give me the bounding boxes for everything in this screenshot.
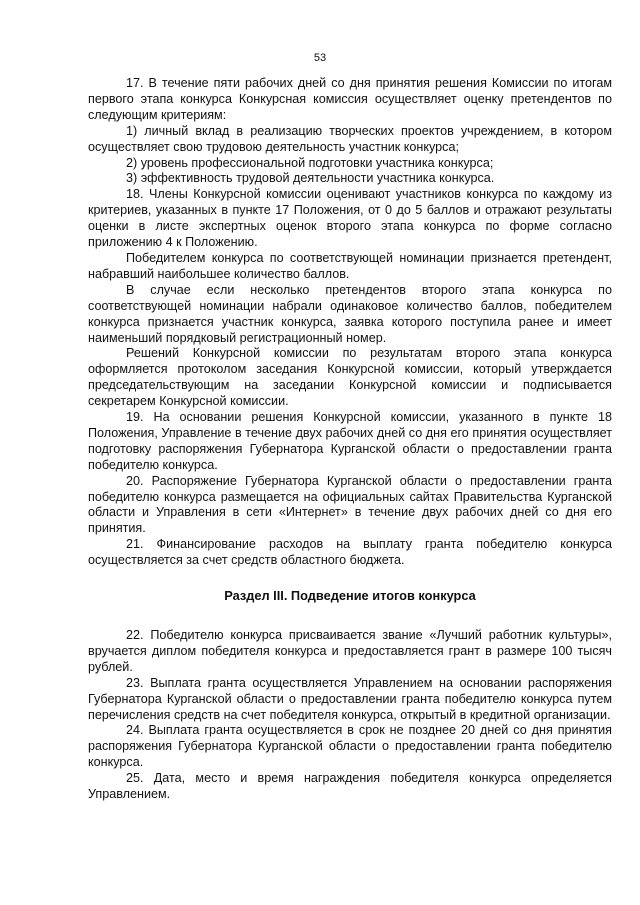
criterion-1: 1) личный вклад в реализацию творческих проектов учреждением, в котором осуществляет свою трудовою деятельность участник конкурса; [88, 123, 612, 154]
paragraph-22: 22. Победителю конкурса присваивается звание «Лучший работник культуры», вручается диплом победителя конкурса и предоставляется грант в размере 100 тысяч рублей. [88, 628, 612, 674]
paragraph-18-winner: Победителем конкурса по соответствующей номинации признается претендент, набравший наибольшее количество баллов. [88, 250, 612, 281]
paragraph-19: 19. На основании решения Конкурсной комиссии, указанного в пункте 18 Положения, Управление в течение двух рабочих дней со дня его принятия осуществляет подготовку распоряжения Губернатора Курганской области о предоставлении гранта победителю конкурса. [88, 410, 612, 472]
criterion-3: 3) эффективность трудовой деятельности участника конкурса. [126, 171, 495, 186]
page-number: 53 [313, 52, 327, 64]
paragraph-23: 23. Выплата гранта осуществляется Управлением на основании распоряжения Губернатора Курганской области о предоставлении гранта победителю конкурса путем перечисления средств на счет победителя конкурса, открытый в кредитной организации. [88, 675, 612, 722]
paragraph-18-tie: В случае если несколько претендентов второго этапа конкурса по соответствующей номинации набрали одинаковое количество баллов, победителем конкурса признается участник конкурса, заявка которого поступила ранее и имеет наименьший порядковый регистрационный номер. [88, 282, 612, 345]
paragraph-25: 25. Дата, место и время награждения победителя конкурса определяется Управлением. [88, 771, 612, 802]
paragraph-24: 24. Выплата гранта осуществляется в срок не позднее 20 дней со дня принятия распоряжения Губернатора Курганской области о предоставлении гранта победителю конкурса. [88, 723, 612, 770]
criterion-2: 2) уровень профессиональной подготовки участника конкурса; [126, 155, 494, 170]
paragraph-18-protocol: Решений Конкурсной комиссии по результатам второго этапа конкурса оформляется протоколом заседания Конкурсной комиссии, который утверждается председательствующим на заседании Конкурсной комиссии и подписывается секретарем Конкурсной комиссии. [88, 346, 612, 409]
paragraph-20: 20. Распоряжение Губернатора Курганской области о предоставлении гранта победителю конкурса размещается на официальных сайтах Правительства Курганской области и Управления в сети «Интернет» в течение двух рабочих дней со дня его принятия. [88, 473, 612, 536]
paragraph-21: 21. Финансирование расходов на выплату гранта победителю конкурса осуществляется за счет средств областного бюджета. [88, 537, 612, 568]
section-heading: Раздел III. Подведение итогов конкурса [224, 588, 476, 604]
paragraph-18: 18. Члены Конкурсной комиссии оценивают участников конкурса по каждому из критериев, указанных в пункте 17 Положения, от 0 до 5 баллов и отражают результаты оценки в листе экспертных оценок второго этапа конкурса по форме согласно приложению 4 к Положению. [88, 187, 612, 250]
paragraph-17: 17. В течение пяти рабочих дней со дня принятия решения Комиссии по итогам первого этапа конкурса Конкурсная комиссия осуществляет оценку претендентов по следующим критериям: [88, 76, 612, 122]
document-body [88, 76, 612, 803]
